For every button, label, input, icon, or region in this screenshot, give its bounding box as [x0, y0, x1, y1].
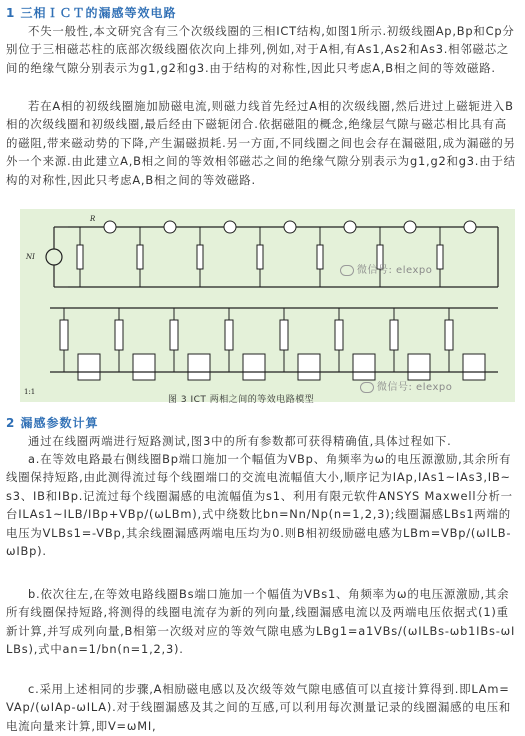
figure3-caption: 图 3 ICT 两相之间的等效电路模型	[168, 395, 315, 405]
section2-paragraph-b: b.依次往左,在等效电路线圈Bs端口施加一个幅值为VBs1、角频率为ω的电压源激励,其余所有线圈保持短路,将测得的线圈电流存为新的列向量,线圈漏感电流以及两端电压依据式(1)重新计算,并写成列向量,B相第一次级对应的等效气隙电感为LBg1=a1VBs/(ωILBs-ωb1IBs-ωILBs),式中an=1/bn(n=1,2,3).	[6, 587, 516, 657]
section1-heading: 1 三相ＩＣＴ的漏感等效电路	[6, 6, 177, 20]
fig2-mmf-source	[404, 221, 416, 233]
fig2-mmf-source	[164, 221, 176, 233]
fig3-transformer	[243, 354, 265, 380]
fig3-transformer	[408, 354, 430, 380]
fig3-inductor	[225, 320, 233, 350]
fig2-reluctance	[77, 245, 83, 269]
fig2-mmf-source	[344, 221, 356, 233]
fig2-top-label: R	[90, 215, 96, 223]
fig3-inductor	[115, 320, 123, 350]
fig2-mmf-source	[104, 221, 116, 233]
fig2-reluctance	[437, 245, 443, 269]
fig2-mmf-source	[224, 221, 236, 233]
figure3-watermark	[360, 378, 452, 393]
section2-heading: 2 漏感参数计算	[6, 416, 99, 430]
fig2-reluctance	[137, 245, 143, 269]
wechat-icon	[360, 382, 374, 393]
fig2-mmf-source	[464, 221, 476, 233]
fig3-transformer	[353, 354, 375, 380]
figure2-watermark	[340, 261, 432, 276]
section2-paragraph-c: c.采用上述相同的步骤,A相励磁电感以及次级等效气隙电感值可以直接计算得到.即LAm=VAp/(ωIAp-ωILA).对于线圈漏感及其之间的互感,可以利用每次测量记录的线圈漏感的电压和电流向量来计算,即V=ωMI,	[6, 682, 512, 733]
section2-paragraph-a: a.在等效电路最右侧线圈Bp端口施加一个幅值为VBp、角频率为ω的电压源激励,其余所有线圈保持短路,由此测得流过每个线圈端口的交流电流幅值大小,顺序记为IAp,IAs1~IAs3,IB~s3、IB和IBp.记流过每个线圈漏感的电流幅值为s1、利用有限元软件ANSYS Maxwell分析一台ILAs1~ILB/IBp+VBp/(ωLBm),式中绕数比bn=Nn/Np(n=1,2,3);线圈漏感LBs1两端的电压为VLBs1=-VBp,其余线圈漏感两端电压均为0.则B相初级励磁电感为LBm=VBp/(ωILB-ωIBp).	[6, 452, 513, 559]
fig2-reluctance	[317, 245, 323, 269]
section2-paragraph-intro: 通过在线圈两端进行短路测试,图3中的所有参数都可获得精确值,具体过程如下.	[28, 434, 452, 448]
fig3-inductor	[335, 320, 343, 350]
fig2-reluctance	[257, 245, 263, 269]
figure3-watermark-text: 微信号: elexpo	[377, 382, 453, 393]
fig3-ratio-label: 1:1	[24, 388, 36, 396]
fig2-reluctance	[197, 245, 203, 269]
fig3-transformer	[463, 354, 485, 380]
fig3-inductor	[170, 320, 178, 350]
figure2-watermark-text: 微信号: elexpo	[357, 265, 433, 276]
fig3-inductor	[390, 320, 398, 350]
fig2-mmf-source	[284, 221, 296, 233]
fig3-inductor	[280, 320, 288, 350]
fig3-transformer	[298, 354, 320, 380]
fig3-transformer	[188, 354, 210, 380]
section1-paragraph-2: 若在A相的初级线圈施加励磁电流,则磁力线首先经过A相的次级线圈,然后进过上磁轭进入B相的次级线圈和初级线圈,最后经由下磁轭闭合.依据磁阻的概念,绝缘层气隙与磁芯相比具有高的磁阻,带来磁动势的下降,产生漏磁损耗.另一方面,不同线圈之间也会存在漏磁阻,成为漏磁的另外一个来源.由此建立A,B相之间的等效相邻磁芯之间的绝缘气隙分别表示为g1,g2和g3.由于结构的对称性,因此只考虑A,B相之间的等效磁路.	[6, 99, 516, 187]
fig2-source-label: NI	[26, 253, 35, 261]
fig3-transformer	[78, 354, 100, 380]
fig3-inductor	[445, 320, 453, 350]
wechat-icon	[340, 265, 354, 276]
fig3-transformer	[133, 354, 155, 380]
fig3-inductor	[60, 320, 68, 350]
section1-paragraph-1: 不失一般性,本文研究含有三个次级线圈的三相ICT结构,如图1所示.初级线圈Ap,Bp和Cp分别位于三相磁芯柱的底部次级线圈依次向上排列,例如,对于A相,有As1,As2和As3.相邻磁芯之间的绝缘气隙分别表示为g1,g2和g3.由于结构的对称性,因此只考虑A,B相之间的等效磁路.	[6, 24, 515, 75]
